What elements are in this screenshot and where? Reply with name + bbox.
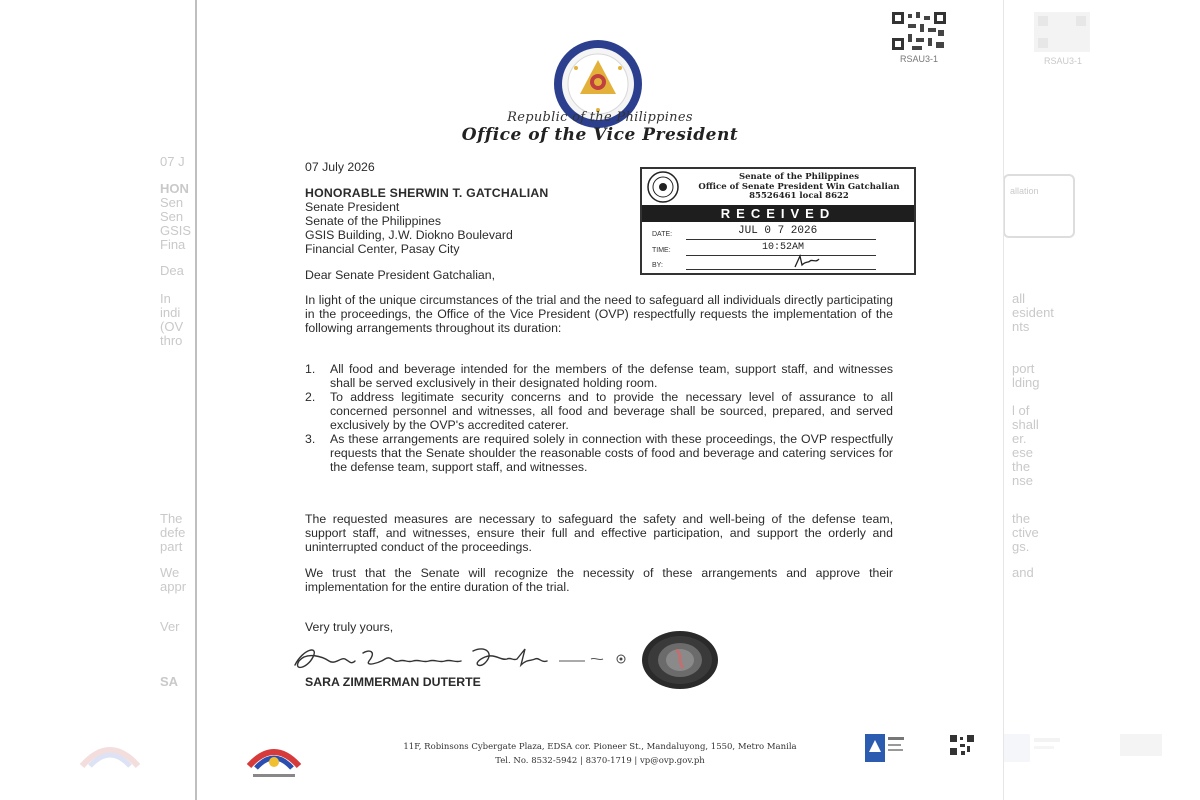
ghost-text: SA: [160, 674, 179, 689]
ghost-text: l of: [1012, 403, 1030, 418]
list-item-text: To address legitimate security concerns and to provide the necessary level of assurance to all concerned personnel and witnesses, all food and beverage shall be sourced, prepared, and served exclusively by the OVP's accredited caterer.: [330, 390, 893, 432]
ghost-doc-code: RSAU3-1: [1044, 56, 1083, 66]
stamp-time-line: [686, 255, 876, 256]
ghost-bagong-pilipinas-logo: [78, 738, 142, 770]
stamp-header-line: 85526461 local 8622: [749, 191, 849, 201]
recipient-name: HONORABLE SHERWIN T. GATCHALIAN: [305, 186, 549, 200]
received-banner: RECEIVED: [642, 205, 914, 222]
ghost-text: esident: [1012, 305, 1054, 320]
ghost-text: GSIS: [160, 223, 192, 238]
ghost-text: allation: [1010, 186, 1039, 196]
republic-heading: Republic of the Philippines: [507, 110, 693, 125]
list-item: [305, 362, 893, 390]
ghost-text: nse: [1012, 473, 1033, 488]
closing: Very truly yours,: [305, 620, 394, 634]
stamp-header-line: Office of Senate President Win Gatchalian: [698, 181, 900, 192]
office-heading: Office of the Vice President: [461, 125, 739, 145]
ghost-text: gs.: [1012, 539, 1030, 554]
doc-code-label: RSAU3-1: [899, 54, 938, 64]
footer-contact: Tel. No. 8532-5942 | 8370-1719 | vp@ovp.gov.ph: [495, 756, 705, 766]
ghost-text: er.: [1012, 431, 1027, 446]
list-item-text: All food and beverage intended for the members of the defense team, support staff, and witnesses shall be served exclusively in their designated holding room.: [330, 362, 893, 390]
list-number: 1.: [305, 362, 316, 376]
senate-seal-icon: [647, 171, 679, 203]
ghost-text: Ver: [160, 619, 180, 634]
stamp-header-line: Senate of the Philippines: [738, 172, 860, 182]
stamp-date-value: JUL 0 7 2026: [738, 225, 818, 237]
ghost-stamp-box: [1003, 174, 1075, 238]
list-item-text: As these arrangements are required solely in connection with these proceedings, the OVP respectfully requests that the Senate shoulder the reasonable costs of food and beverage and catering services for the defense team, support staff, and witnesses.: [330, 432, 893, 474]
stamp-by-line: [686, 269, 876, 270]
ghost-text: lding: [1012, 375, 1040, 390]
recipient-address-block: [305, 186, 548, 256]
recipient-line: Senate of the Philippines: [305, 214, 442, 228]
ghost-text: and: [1012, 565, 1034, 580]
footer-qr-icon: [949, 734, 975, 756]
recipient-line: GSIS Building, J.W. Diokno Boulevard: [305, 228, 513, 242]
ghost-text: thro: [160, 333, 183, 348]
stamp-date-label: DATE:: [652, 231, 673, 238]
request-list: [305, 362, 893, 474]
ghost-qr-icon: [1120, 734, 1162, 756]
body-paragraph: The requested measures are necessary to safeguard the safety and well-being of the defense team, support staff, and witnesses, ensure their full and effective participation, and support the orderly and uninterrupted conduct of the proceedings.: [305, 512, 893, 554]
ghost-text: Sen: [160, 209, 184, 224]
stamp-initials-signature: [792, 253, 822, 271]
salutation: Dear Senate President Gatchalian,: [305, 268, 496, 282]
received-stamp: [640, 167, 916, 275]
letter-date: 07 July 2026: [305, 160, 375, 174]
ghost-text: Sen: [160, 195, 184, 210]
ghost-text: Dea: [160, 263, 184, 278]
body-paragraph: We trust that the Senate will recognize the necessity of these arrangements and approve their implementation for the entire duration of the trial.: [305, 566, 893, 594]
ghost-text: The: [160, 511, 183, 526]
ghost-text: ctive: [1012, 525, 1039, 540]
signatory-name: SARA ZIMMERMAN DUTERTE: [305, 675, 481, 689]
ghost-text: In: [160, 291, 171, 306]
footer-address: 11F, Robinsons Cybergate Plaza, EDSA cor. Pioneer St., Mandaluyong, 1550, Metro Manila: [403, 742, 797, 752]
intro-paragraph: In light of the unique circumstances of the trial and the need to safeguard all individuals directly participating in the proceedings, the Office of the Vice President (OVP) respectfully requests the implementation of the following arrangements throughout its duration:: [305, 293, 893, 335]
letter-page: [197, 0, 1003, 800]
ghost-text: (OV: [160, 319, 184, 334]
ghost-text: the: [1012, 511, 1031, 526]
vice-president-seal-icon: [641, 630, 719, 690]
ghost-text: port: [1012, 361, 1035, 376]
ghost-text: 07 J: [160, 154, 185, 169]
ghost-text: shall: [1012, 417, 1039, 432]
stamp-by-label: BY:: [652, 262, 663, 269]
stamp-date-line: [686, 239, 876, 240]
iso-certification-icon: [865, 734, 905, 762]
ghost-text: defe: [160, 525, 186, 540]
ghost-text: ese: [1012, 445, 1033, 460]
stamp-header: [686, 173, 912, 202]
recipient-line: Financial Center, Pasay City: [305, 242, 460, 256]
list-number: 2.: [305, 390, 316, 404]
list-number: 3.: [305, 432, 316, 446]
ghost-text: part: [160, 539, 183, 554]
ghost-text: the: [1012, 459, 1031, 474]
ghost-text: HON: [160, 181, 189, 196]
list-item: [305, 432, 893, 474]
ghost-text: indi: [160, 305, 181, 320]
qr-code-icon: [890, 10, 948, 52]
ghost-text: nts: [1012, 319, 1030, 334]
ghost-text: appr: [160, 579, 187, 594]
ghost-text: We: [160, 565, 180, 580]
list-item: [305, 390, 893, 432]
ghost-certification-icon: [1000, 734, 1060, 764]
ghost-qr-icon: [1034, 12, 1090, 52]
ghost-text: all: [1012, 291, 1026, 306]
stamp-time-value: 10:52AM: [762, 242, 805, 253]
recipient-line: Senate President: [305, 200, 400, 214]
ghost-text: Fina: [160, 237, 186, 252]
stamp-time-label: TIME:: [652, 247, 671, 254]
